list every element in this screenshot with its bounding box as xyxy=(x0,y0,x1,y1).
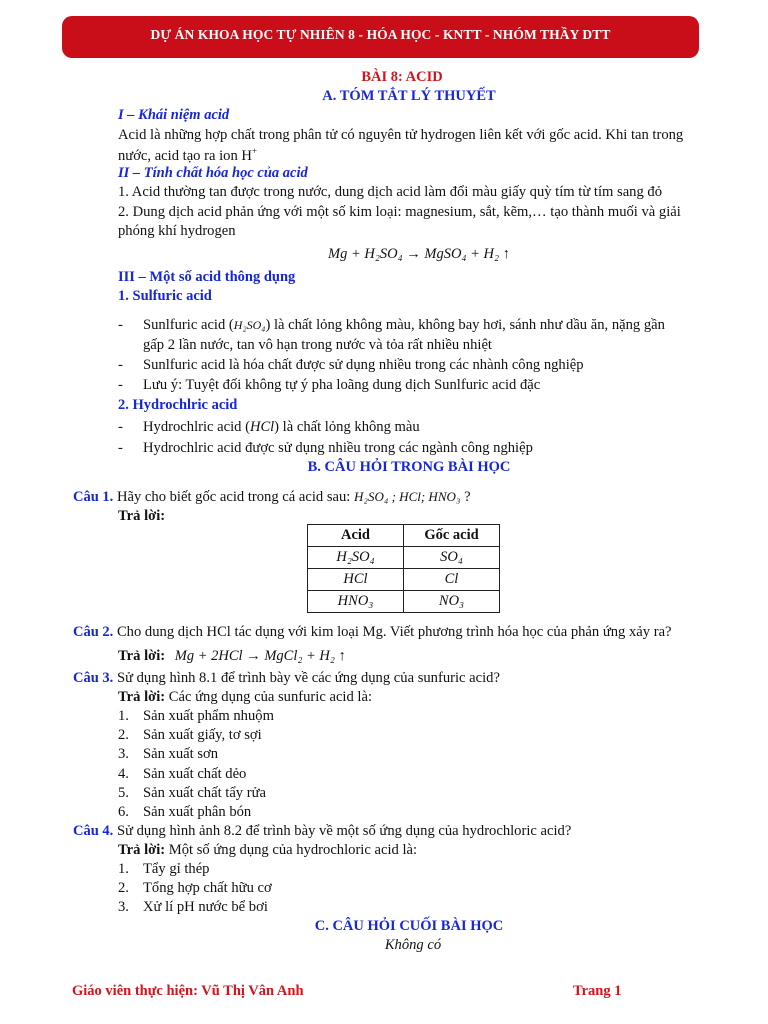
table-cell: HNO₃ xyxy=(308,591,404,613)
header-title: DỰ ÁN KHOA HỌC TỰ NHIÊN 8 - HÓA HỌC - KNTT - NHÓM THẦY DTT xyxy=(150,27,611,42)
answer-2: Trả lời: Mg + 2HCl → MgCl₂ + H₂ ↑ xyxy=(118,648,346,664)
question-3: Câu 3. Sử dụng hình 8.1 để trình bày về các ứng dụng của sunfuric acid? xyxy=(73,670,500,686)
sulfuric-bullet-1-line-2: gấp 2 lần nước, tan vô hạn trong nước và tỏa rất nhiều nhiệt xyxy=(143,337,492,353)
question-1: Câu 1. Hãy cho biết gốc acid trong cá acid sau: H₂SO₄ ; HCl; HNO₃ ? xyxy=(73,489,471,505)
list-item: Sản xuất phẩm nhuộm xyxy=(143,708,274,724)
table-cell: HCl xyxy=(308,569,404,591)
list-item: Sản xuất chất dẻo xyxy=(143,766,247,782)
hcl-bullet-2: Hydrochlric acid được sử dụng nhiều trong các ngành công nghiệp xyxy=(143,440,533,456)
section-c-title: C. CÂU HỎI CUỐI BÀI HỌC xyxy=(314,918,504,934)
list-number: 2. xyxy=(118,727,129,743)
sulfuric-bullet-3: Lưu ý: Tuyệt đối không tự ý pha loãng dung dịch Sunlfuric acid đặc xyxy=(143,377,541,393)
section-2-title: II – Tính chất hóa học của acid xyxy=(118,165,308,181)
section-b-title: B. CÂU HỎI TRONG BÀI HỌC xyxy=(307,459,511,475)
table-cell: SO₄ xyxy=(404,547,500,569)
table-header-row xyxy=(308,525,500,547)
sulfuric-heading: 1. Sulfuric acid xyxy=(118,288,212,304)
list-item: Tẩy gỉ thép xyxy=(143,861,210,877)
list-item: Tổng hợp chất hữu cơ xyxy=(143,880,272,896)
hcl-heading: 2. Hydrochlric acid xyxy=(118,397,238,413)
bullet-dash: - xyxy=(118,357,123,373)
table-cell: H₂SO₄ xyxy=(308,547,404,569)
bullet-dash: - xyxy=(118,419,123,435)
list-number: 3. xyxy=(118,899,129,915)
answer-3-intro: Trả lời: Các ứng dụng của sunfuric acid là: xyxy=(118,689,373,705)
section-3-title: III – Một số acid thông dụng xyxy=(118,269,296,285)
section-1-title: I – Khái niệm acid xyxy=(118,107,230,123)
footer-teacher: Giáo viên thực hiện: Vũ Thị Vân Anh xyxy=(72,983,304,999)
acid-table xyxy=(307,524,500,613)
footer-page-number: Trang 1 xyxy=(573,983,622,999)
answer-4-intro: Trả lời: Một số ứng dụng của hydrochloric acid là: xyxy=(118,842,418,858)
section-1-line-2: nước, acid tạo ra ion H+ xyxy=(118,146,258,164)
section-2-para-1: 1. Acid thường tan được trong nước, dung dịch acid làm đổi màu giấy quỳ tím từ tím sang đỏ xyxy=(118,184,663,200)
answer-label: Trả lời: xyxy=(118,842,166,858)
table-cell: Cl xyxy=(404,569,500,591)
list-number: 6. xyxy=(118,804,129,820)
table-header: Gốc acid xyxy=(404,525,500,547)
bullet-dash: - xyxy=(118,440,123,456)
section-1-line-1: Acid là những hợp chất trong phân tử có nguyên tử hydrogen liên kết với gốc acid. Khi tan trong xyxy=(118,127,684,143)
list-number: 1. xyxy=(118,708,129,724)
table-row xyxy=(308,591,500,613)
table-header: Acid xyxy=(308,525,404,547)
hcl-bullet-1: Hydrochlric acid (HCl) là chất lỏng không màu xyxy=(143,419,420,435)
list-number: 4. xyxy=(118,766,129,782)
table-row xyxy=(308,547,500,569)
bullet-dash: - xyxy=(118,317,123,333)
lesson-title: BÀI 8: ACID xyxy=(361,69,443,85)
list-item: Sản xuất phân bón xyxy=(143,804,252,820)
question-label: Câu 3. xyxy=(73,670,114,686)
list-item: Sản xuất sơn xyxy=(143,746,219,762)
section-a-title: A. TÓM TẮT LÝ THUYẾT xyxy=(322,88,496,104)
section-c-note: Không có xyxy=(384,937,442,953)
sulfuric-bullet-1: Sunlfuric acid (H₂SO₄) là chất lỏng không màu, không bay hơi, sánh như dầu ăn, nặng gần xyxy=(143,317,665,333)
sulfuric-bullet-2: Sunlfuric acid là hóa chất được sử dụng nhiều trong các nhành công nghiệp xyxy=(143,357,584,373)
table-cell: NO₃ xyxy=(404,591,500,613)
list-number: 2. xyxy=(118,880,129,896)
list-item: Sản xuất chất tẩy rửa xyxy=(143,785,266,801)
list-number: 5. xyxy=(118,785,129,801)
answer-label: Trả lời: xyxy=(118,508,166,524)
list-number: 3. xyxy=(118,746,129,762)
list-item: Sản xuất giấy, tơ sợi xyxy=(143,727,262,743)
header-banner xyxy=(62,16,699,58)
equation-mg-h2so4: Mg + H₂SO₄ → MgSO₄ + H₂ ↑ xyxy=(328,246,510,262)
question-label: Câu 2. xyxy=(73,624,114,640)
answer-label: Trả lời: xyxy=(118,689,166,705)
table-row xyxy=(308,569,500,591)
list-item: Xử lí pH nước bể bơi xyxy=(143,899,268,915)
question-2: Câu 2. Cho dung dịch HCl tác dụng với kim loại Mg. Viết phương trình hóa học của phản ứng xảy ra? xyxy=(73,624,672,640)
answer-label: Trả lời: xyxy=(118,648,166,664)
section-2-para-2-line-1: 2. Dung dịch acid phản ứng với một số kim loại: magnesium, sắt, kẽm,… tạo thành muối và giải xyxy=(118,204,681,220)
question-4: Câu 4. Sử dụng hình ảnh 8.2 để trình bày về một số ứng dụng của hydrochloric acid? xyxy=(73,823,572,839)
section-2-para-2-line-2: phóng khí hydrogen xyxy=(118,223,236,239)
list-number: 1. xyxy=(118,861,129,877)
question-label: Câu 4. xyxy=(73,823,114,839)
question-label: Câu 1. xyxy=(73,489,114,505)
bullet-dash: - xyxy=(118,377,123,393)
